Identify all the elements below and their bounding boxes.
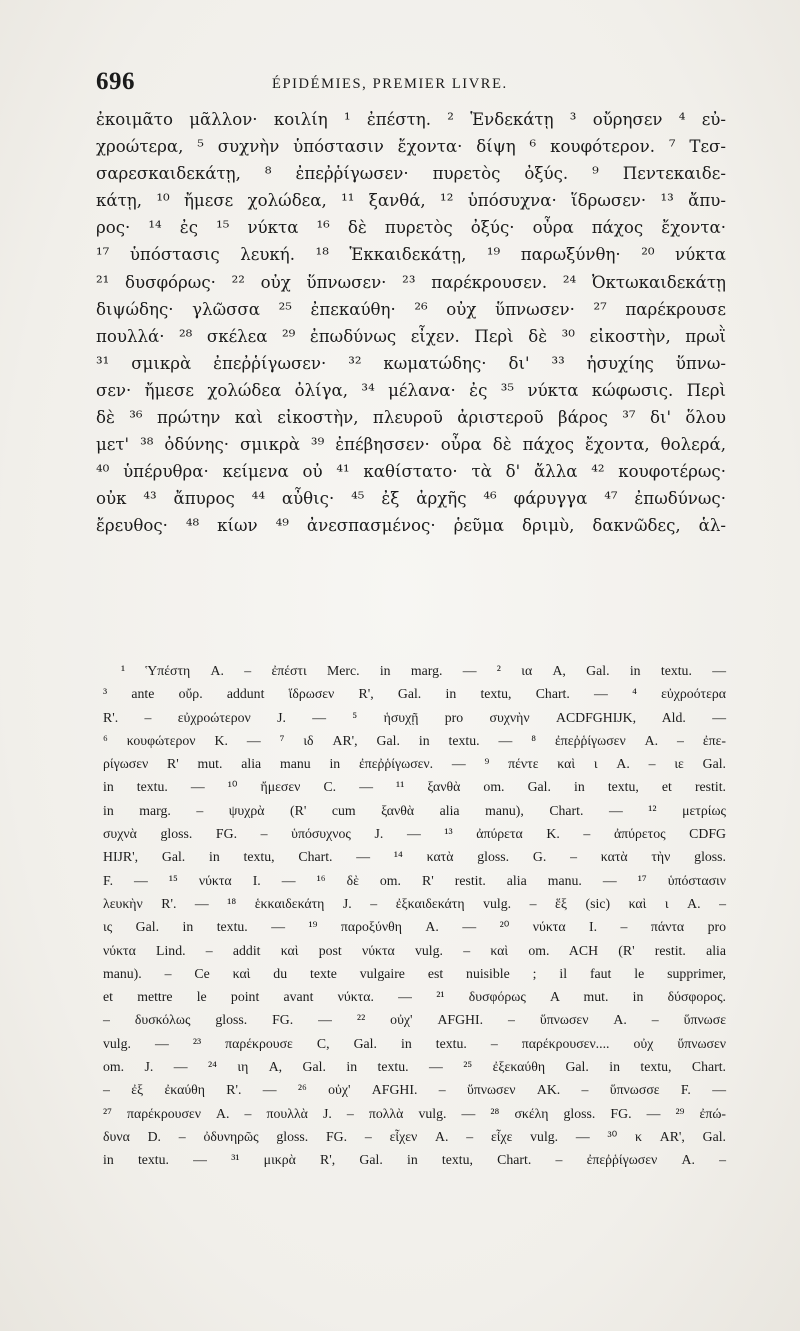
footnote-line: F. — ¹⁵ νύκτα I. — ¹⁶ δὲ om. R' restit. alia manu. — ¹⁷ ὑπόστασιν xyxy=(103,872,726,888)
footnote-line: in marg. – ψυχρὰ (R' cum ξανθὰ alia manu), Chart. — ¹² μετρίως xyxy=(103,802,726,818)
text-line: ¹⁷ ὑπόστασις λευκή. ¹⁸ Ἑκκαιδεκάτῃ, ¹⁹ παρωξύνθη· ²⁰ νύκτα xyxy=(96,245,726,265)
running-head: ÉPIDÉMIES, PREMIER LIVRE. xyxy=(272,76,508,92)
footnote-line: HIJR', Gal. in textu, Chart. — ¹⁴ κατὰ gloss. G. – κατὰ τὴν gloss. xyxy=(103,849,726,865)
text-line: μετ' ³⁸ ὀδύνης· σμικρὰ ³⁹ ἐπέβησσεν· οὖρα δὲ πάχος ἔχοντα, θολερά, xyxy=(96,435,726,455)
footnote-line: λευκὴν R'. — ¹⁸ ἑκκαιδεκάτη J. – ἐξκαιδεκάτη vulg. – ἕξ (sic) καὶ ι A. – xyxy=(103,895,726,911)
footnote-line: et mettre le point avant νύκτα. — ²¹ δυσφόρως A mut. in δύσφορος. xyxy=(103,989,726,1005)
text-line: ³¹ σμικρὰ ἐπεῤῥίγωσεν· ³² κωματώδης· δι' ³³ ἡσυχίης ὕπνω- xyxy=(96,353,726,373)
footnote-line: – ἐξ ἐκαύθη R'. — ²⁶ οὐχ' AFGHI. – ὕπνωσεν AK. – ὕπνωσσε F. — xyxy=(103,1082,726,1098)
footnote-line: ¹ Ὑπέστη A. – ἐπέστι Merc. in marg. — ² ια A, Gal. in textu. — xyxy=(121,663,726,678)
text-line: οὐκ ⁴³ ἄπυρος ⁴⁴ αὖθις· ⁴⁵ ἐξ ἀρχῆς ⁴⁶ φάρυγγα ⁴⁷ ἐπωδύνως· xyxy=(96,489,726,509)
footnote-line: νύκτα Lind. – addit καὶ post νύκτα vulg. – καὶ om. ACH (R' restit. alia xyxy=(103,942,726,958)
footnote-line: ρίγωσεν R' mut. alia manu in ἐπεῤῥίγωσεν. — ⁹ πέντε καὶ ι A. – ιε Gal. xyxy=(103,756,726,772)
footnote-line: ⁶ κουφώτερον K. — ⁷ ιδ AR', Gal. in textu. — ⁸ ἐπεῤῥίγωσεν A. – ἐπε- xyxy=(103,732,726,748)
text-line: κάτῃ, ¹⁰ ἤμεσε χολώδεα, ¹¹ ξανθά, ¹² ὑπόσυχνα· ἵδρωσεν· ¹³ ἄπυ- xyxy=(96,191,726,211)
footnote-separator xyxy=(96,644,726,658)
footnote-line: ³ ante οὔρ. addunt ἵδρωσεν R', Gal. in textu, Chart. — ⁴ εὐχροότερα xyxy=(103,686,726,702)
footnote-line: in textu. — ¹⁰ ἤμεσεν C. — ¹¹ ξανθὰ om. Gal. in textu, et restit. xyxy=(103,779,726,795)
footnote-line: συχνὰ gloss. FG. – ὑπόσυχνος J. — ¹³ ἀπύρετα K. – ἀπύρετος CDFG xyxy=(103,826,726,842)
footnotes-apparatus xyxy=(103,659,726,1172)
text-line: ρος· ¹⁴ ἐς ¹⁵ νύκτα ¹⁶ δὲ πυρετὸς ὀξύς· οὖρα πάχος ἔχοντα· xyxy=(96,218,726,238)
footnote-line: – δυσκόλως gloss. FG. — ²² οὐχ' AFGHI. – ὕπνωσεν A. – ὕπνωσε xyxy=(103,1012,726,1028)
footnote-line: vulg. — ²³ παρέκρουσε C, Gal. in textu. – παρέκρουσεν.... οὐχ ὕπνωσεν xyxy=(103,1035,726,1051)
text-line: χροώτερα, ⁵ συχνὴν ὑπόστασιν ἔχοντα· δίψη ⁶ κουφότερον. ⁷ Τεσ- xyxy=(96,137,726,157)
text-line: ἔρευθος· ⁴⁸ κίων ⁴⁹ ἀνεσπασμένος· ῥεῦμα δριμὺ, δακνῶδες, ἁλ- xyxy=(96,516,726,536)
footnote-line: δυνα D. – ὀδυνηρῶς gloss. FG. – εἶχεν A. – εἶχε vulg. — ³⁰ κ AR', Gal. xyxy=(103,1128,726,1144)
page-header xyxy=(96,68,726,102)
text-line: σεν· ἤμεσε χολώδεα ὀλίγα, ³⁴ μέλανα· ἐς ³⁵ νύκτα κώφωσις. Περὶ xyxy=(96,380,726,400)
page-number: 696 xyxy=(96,68,135,95)
footnote-line: R'. – εὐχροώτερον J. — ⁵ ἡσυχῇ pro συχνὴν ACDFGHIJK, Ald. — xyxy=(103,709,726,725)
main-greek-text xyxy=(96,106,726,540)
text-line: πουλλά· ²⁸ σκέλεα ²⁹ ἐπωδύνως εἶχεν. Περὶ δὲ ³⁰ εἰκοστὴν, πρωῒ xyxy=(96,326,726,346)
text-line: ²¹ δυσφόρως· ²² οὐχ ὕπνωσεν· ²³ παρέκρουσεν. ²⁴ Ὀκτωκαιδεκάτῃ xyxy=(96,272,726,292)
text-line: σαρεσκαιδεκάτῃ, ⁸ ἐπεῤῥίγωσεν· πυρετὸς ὀξύς. ⁹ Πεντεκαιδε- xyxy=(96,164,726,184)
footnote-line: manu). – Ce καὶ du texte vulgaire est nuisible ; il faut le supprimer, xyxy=(103,965,726,981)
footnote-line: om. J. — ²⁴ ιη A, Gal. in textu. — ²⁵ ἐξεκαύθη Gal. in textu, Chart. xyxy=(103,1059,726,1075)
text-line: ἐκοιμᾶτο μᾶλλον· κοιλίη ¹ ἐπέστη. ² Ἑνδεκάτῃ ³ οὔρησεν ⁴ εὐ- xyxy=(96,110,726,129)
text-line: ⁴⁰ ὑπέρυθρα· κείμενα οὐ ⁴¹ καθίστατο· τὰ δ' ἄλλα ⁴² κουφοτέρως· xyxy=(96,462,726,482)
text-line: διψώδης· γλῶσσα ²⁵ ἐπεκαύθη· ²⁶ οὐχ ὕπνωσεν· ²⁷ παρέκρουσε xyxy=(96,299,726,319)
text-line: δὲ ³⁶ πρώτην καὶ εἰκοστὴν, πλευροῦ ἀριστεροῦ βάρος ³⁷ δι' ὅλου xyxy=(96,408,726,428)
footnote-line: in textu. — ³¹ μικρὰ R', Gal. in textu, Chart. – ἐπεῤῥίγωσεν A. – xyxy=(103,1152,726,1168)
footnote-line: ις Gal. in textu. — ¹⁹ παροξύνθη A. — ²⁰ νύκτα I. – πάντα pro xyxy=(103,919,726,935)
footnote-line: ²⁷ παρέκρουσεν A. – πουλλὰ J. – πολλὰ vulg. — ²⁸ σκέλη gloss. FG. — ²⁹ ἐπώ- xyxy=(103,1105,726,1121)
